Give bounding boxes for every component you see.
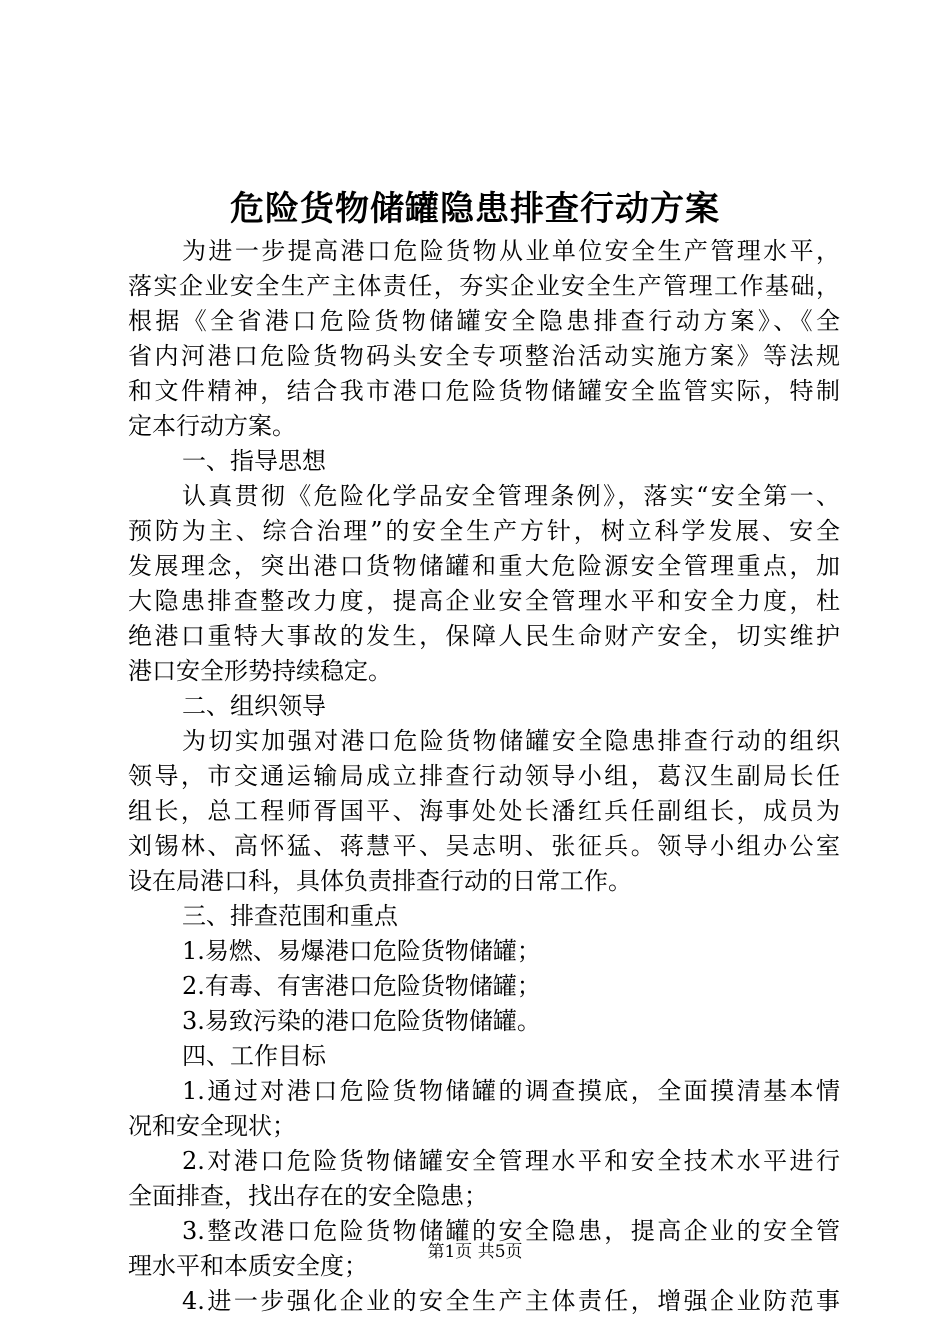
body-line: 落实企业安全生产主体责任，夯实企业安全生产管理工作基础， — [128, 272, 840, 300]
list-item: 2.对港口危险货物储罐安全管理水平和安全技术水平进行 — [182, 1147, 840, 1175]
body-line: 理水平和本质安全度； — [128, 1252, 368, 1280]
list-item: 4.进一步强化企业的安全生产主体责任，增强企业防范事 — [182, 1287, 840, 1315]
body-line: 预防为主、综合治理”的安全生产方针，树立科学发展、安全 — [128, 517, 840, 545]
section-heading: 四、工作目标 — [182, 1042, 326, 1070]
section-heading: 一、指导思想 — [182, 447, 326, 475]
body-line: 省内河港口危险货物码头安全专项整治活动实施方案》等法规 — [128, 342, 840, 370]
body-line: 为进一步提高港口危险货物从业单位安全生产管理水平， — [182, 237, 840, 265]
list-item: 1.通过对港口危险货物储罐的调查摸底，全面摸清基本情 — [182, 1077, 840, 1105]
body-line: 港口安全形势持续稳定。 — [128, 657, 392, 685]
body-line: 和文件精神，结合我市港口危险货物储罐安全监管实际，特制 — [128, 377, 840, 405]
section-heading: 三、排查范围和重点 — [182, 902, 398, 930]
body-line: 认真贯彻《危险化学品安全管理条例》，落实“安全第一、 — [182, 482, 840, 510]
section-heading: 二、组织领导 — [182, 692, 326, 720]
body-line: 大隐患排查整改力度，提高企业安全管理水平和安全力度，杜 — [128, 587, 840, 615]
document-title: 危险货物储罐隐患排查行动方案 — [230, 189, 720, 229]
body-line: 全面排查，找出存在的安全隐患； — [128, 1182, 488, 1210]
list-item: 2.有毒、有害港口危险货物储罐； — [182, 972, 541, 1000]
body-line: 根据《全省港口危险货物储罐安全隐患排查行动方案》、《全 — [128, 307, 840, 335]
document-body — [128, 234, 840, 1319]
body-line: 为切实加强对港口危险货物储罐安全隐患排查行动的组织 — [182, 727, 840, 755]
body-line: 况和安全现状； — [128, 1112, 296, 1140]
body-line: 领导，市交通运输局成立排查行动领导小组，葛汉生副局长任 — [128, 762, 840, 790]
body-line: 设在局港口科，具体负责排查行动的日常工作。 — [128, 867, 632, 895]
list-item: 1.易燃、易爆港口危险货物储罐； — [182, 937, 541, 965]
list-item: 3.易致污染的港口危险货物储罐。 — [182, 1007, 541, 1035]
body-line: 刘锡林、高怀猛、蒋慧平、吴志明、张征兵。领导小组办公室 — [128, 832, 840, 860]
body-line: 发展理念，突出港口货物储罐和重大危险源安全管理重点，加 — [128, 552, 840, 580]
body-line: 组长，总工程师胥国平、海事处处长潘红兵任副组长，成员为 — [128, 797, 840, 825]
body-line: 绝港口重特大事故的发生，保障人民生命财产安全，切实维护 — [128, 622, 840, 650]
body-line: 定本行动方案。 — [128, 412, 296, 440]
list-item: 3.整改港口危险货物储罐的安全隐患，提高企业的安全管 — [182, 1217, 840, 1245]
page-number-footer: 第1页 共5页 — [427, 1242, 523, 1262]
